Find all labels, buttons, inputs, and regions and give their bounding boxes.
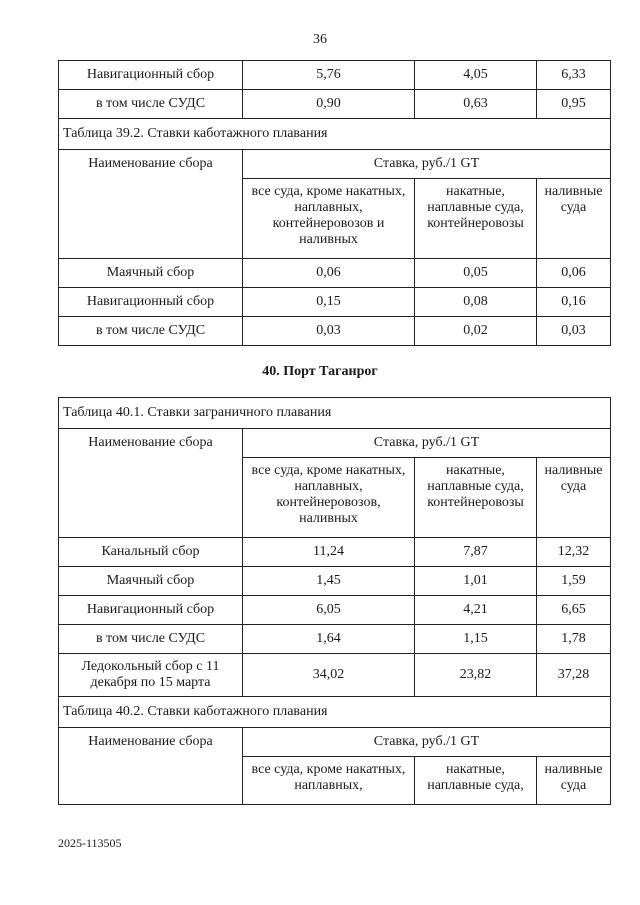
table-caption-row [59, 398, 611, 429]
rate-value: 1,64 [243, 625, 415, 654]
rate-value: 0,02 [415, 317, 537, 346]
table-row [59, 654, 611, 697]
column-header-ro-ro: накатные, наплавные суда, контейнеровозы [415, 458, 537, 538]
rate-value: 6,05 [243, 596, 415, 625]
table-header-row [59, 150, 611, 179]
table-39 [58, 60, 611, 346]
rate-value: 0,90 [243, 90, 415, 119]
rate-value: 0,08 [415, 288, 537, 317]
rate-value: 0,05 [415, 259, 537, 288]
table-row [59, 567, 611, 596]
rate-value: 7,87 [415, 538, 537, 567]
fee-name: Маячный сбор [59, 259, 243, 288]
table-header-row [59, 728, 611, 757]
table-caption: Таблица 39.2. Ставки каботажного плавания [59, 119, 611, 150]
rate-value: 1,59 [537, 567, 611, 596]
column-header-rate: Ставка, руб./1 GT [243, 150, 611, 179]
table-row [59, 288, 611, 317]
rate-value: 34,02 [243, 654, 415, 697]
rate-value: 1,78 [537, 625, 611, 654]
column-header-rate: Ставка, руб./1 GT [243, 728, 611, 757]
rate-value: 4,21 [415, 596, 537, 625]
column-header-tankers: наливные суда [537, 757, 611, 805]
column-header-tankers: наливные суда [537, 458, 611, 538]
table-row [59, 90, 611, 119]
table-row [59, 625, 611, 654]
fee-name: Навигационный сбор [59, 61, 243, 90]
table-row [59, 259, 611, 288]
rate-value: 0,06 [243, 259, 415, 288]
rate-value: 23,82 [415, 654, 537, 697]
column-header-ro-ro: накатные, наплавные суда, контейнеровозы [415, 179, 537, 259]
rate-value: 0,03 [537, 317, 611, 346]
fee-name: Маячный сбор [59, 567, 243, 596]
table-40 [58, 397, 611, 805]
rate-value: 11,24 [243, 538, 415, 567]
page-number: 36 [313, 32, 327, 47]
table-caption-row [59, 119, 611, 150]
rate-value: 37,28 [537, 654, 611, 697]
rate-value: 0,63 [415, 90, 537, 119]
rate-value: 5,76 [243, 61, 415, 90]
rate-value: 0,95 [537, 90, 611, 119]
table-row [59, 538, 611, 567]
table-caption: Таблица 40.2. Ставки каботажного плавания [59, 697, 611, 728]
fee-name: Канальный сбор [59, 538, 243, 567]
column-header-all-vessels: все суда, кроме накатных, наплавных, контейнеровозов и наливных [243, 179, 415, 259]
table-row [59, 61, 611, 90]
column-header-tankers: наливные суда [537, 179, 611, 259]
column-header-rate: Ставка, руб./1 GT [243, 429, 611, 458]
rate-value: 1,45 [243, 567, 415, 596]
document-code: 2025-113505 [58, 836, 122, 850]
rate-value: 0,03 [243, 317, 415, 346]
table-header-row [59, 429, 611, 458]
fee-name: Навигационный сбор [59, 596, 243, 625]
rate-value: 0,06 [537, 259, 611, 288]
column-header-name: Наименование сбора [59, 429, 243, 538]
table-caption-row [59, 697, 611, 728]
fee-name: в том числе СУДС [59, 625, 243, 654]
fee-name: в том числе СУДС [59, 317, 243, 346]
rate-value: 0,16 [537, 288, 611, 317]
rate-value: 1,01 [415, 567, 537, 596]
column-header-all-vessels: все суда, кроме накатных, наплавных, [243, 757, 415, 805]
table-row [59, 317, 611, 346]
table-caption: Таблица 40.1. Ставки заграничного плавания [59, 398, 611, 429]
rate-value: 6,33 [537, 61, 611, 90]
column-header-ro-ro: накатные, наплавные суда, [415, 757, 537, 805]
fee-name: в том числе СУДС [59, 90, 243, 119]
rate-value: 0,15 [243, 288, 415, 317]
section-title: 40. Порт Таганрог [262, 364, 378, 379]
column-header-name: Наименование сбора [59, 728, 243, 805]
rate-value: 12,32 [537, 538, 611, 567]
rate-value: 1,15 [415, 625, 537, 654]
rate-value: 6,65 [537, 596, 611, 625]
fee-name: Навигационный сбор [59, 288, 243, 317]
column-header-all-vessels: все суда, кроме накатных, наплавных, контейнеровозов, наливных [243, 458, 415, 538]
fee-name: Ледокольный сбор с 11 декабря по 15 марта [59, 654, 243, 697]
table-row [59, 596, 611, 625]
column-header-name: Наименование сбора [59, 150, 243, 259]
rate-value: 4,05 [415, 61, 537, 90]
